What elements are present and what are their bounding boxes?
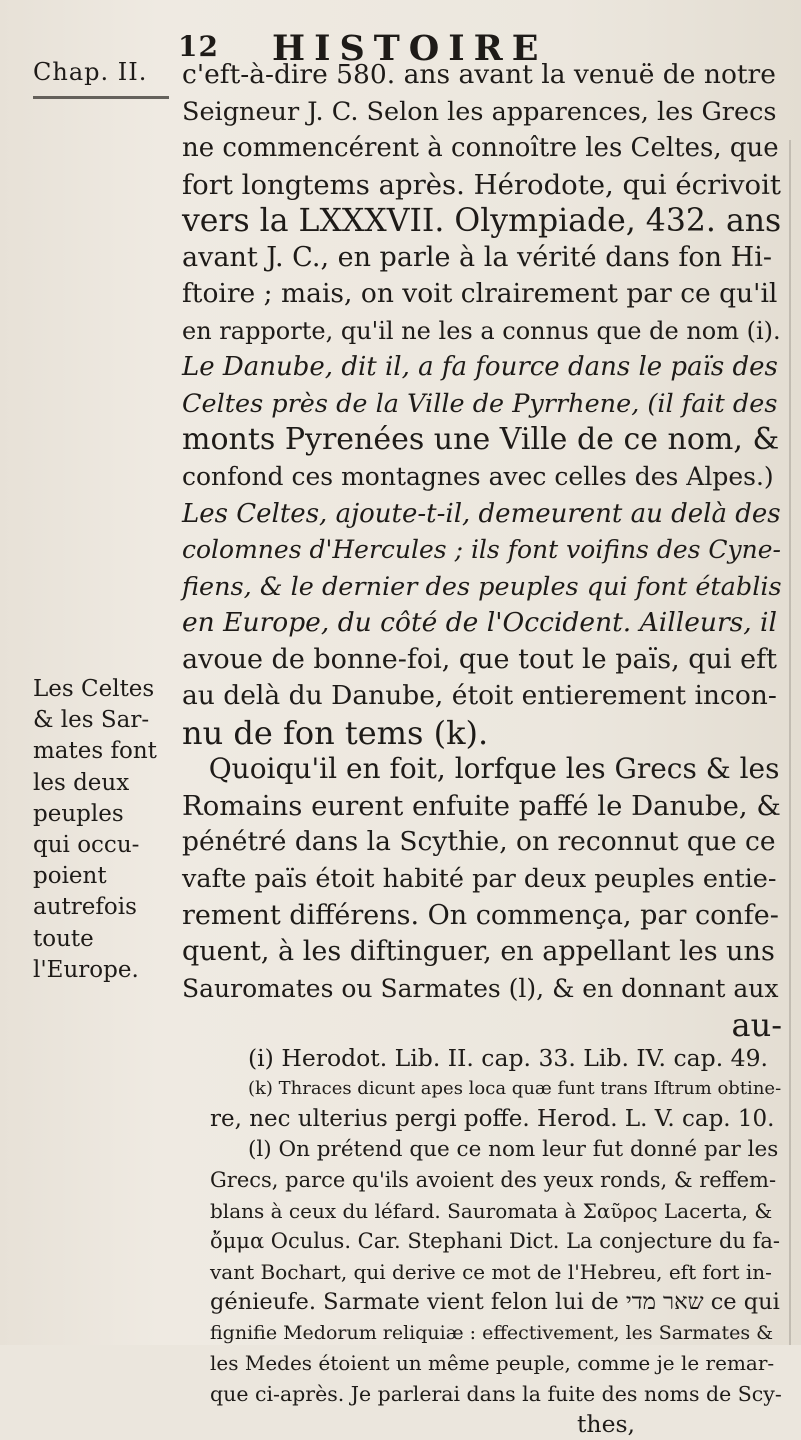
footnote-line: re, nec ulterius pergi poffe. Herod. L. V. cap. 10. (210, 1106, 775, 1132)
body-text-line: ftoire ; mais, on voit clrairement par ce qu'il (182, 278, 778, 310)
page-number: 12 (178, 30, 219, 63)
margin-note-line: mates font (33, 738, 157, 765)
footnote-line: (i) Herodot. Lib. II. cap. 33. Lib. IV. cap. 49. (248, 1044, 769, 1072)
margin-note-line: peuples (33, 800, 124, 827)
body-text-line: Les Celtes, ajoute-t-il, demeurent au delà des (182, 498, 781, 529)
body-text-line: au- (731, 1006, 782, 1045)
running-title: HISTOIRE (272, 28, 548, 69)
margin-note-line: l'Europe. (33, 956, 139, 983)
body-text-line: avoue de bonne-foi, que tout le païs, qui eft (182, 643, 777, 675)
main-text-block (182, 57, 782, 1044)
body-text-line: confond ces montagnes avec celles des Alpes.) (182, 462, 774, 492)
body-text-line: Sauromates ou Sarmates (l), & en donnant aux (182, 973, 779, 1003)
body-text-line: nu de fon tems (k). (182, 713, 489, 752)
margin-note-line: qui occu- (33, 831, 140, 858)
body-text-line: Quoiqu'il en foit, lorfque les Grecs & les (182, 752, 780, 786)
body-text-line: en rapporte, qu'il ne les a connus que de nom (i). (182, 316, 781, 345)
footnote-line: Grecs, parce qu'ils avoient des yeux ronds, & reffem- (210, 1168, 777, 1192)
footnote-line: (l) On prétend que ce nom leur fut donné par les (248, 1136, 779, 1162)
body-text-line: quent, à les diftinguer, en appellant les uns (182, 936, 775, 968)
footnote-line: génieufe. Sarmate vient felon lui de שאר מדי ce qui (210, 1289, 780, 1315)
margin-note (33, 674, 178, 986)
body-text-line: fort longtems après. Hérodote, qui écrivoit (182, 168, 781, 201)
margin-note-line: autrefois (33, 894, 137, 921)
body-text-line: rement différens. On commença, par confe- (182, 899, 779, 931)
chapter-label: Chap. II. (33, 58, 148, 86)
body-text-line: au delà du Danube, étoit entierement incon- (182, 680, 777, 712)
margin-note-line: les deux (33, 769, 130, 796)
page-edge-shadow (789, 140, 791, 1345)
body-text-line: Celtes près de la Ville de Pyrrhene, (il fait des (182, 388, 778, 419)
footnote-line: (k) Thraces dicunt apes loca quæ funt trans Iftrum obtine- (248, 1077, 782, 1099)
margin-note-line: & les Sar- (33, 707, 150, 734)
body-text-line: Seigneur J. C. Selon les apparences, les Grecs (182, 96, 777, 127)
margin-note-line: toute (33, 925, 94, 952)
body-text-line: vers la LXXXVII. Olympiade, 432. ans (182, 203, 782, 240)
body-text-line: colomnes d'Hercules ; ils font voifins des Cyne- (182, 535, 781, 565)
body-text-line: fiens, & le dernier des peuples qui font établis (182, 571, 782, 602)
footnote-line: que ci-après. Je parlerai dans la fuite des noms de Scy- (210, 1381, 782, 1406)
chapter-rule (33, 96, 169, 99)
body-text-line: Le Danube, dit il, a fa fource dans le païs des (182, 352, 778, 383)
body-text-line: avant J. C., en parle à la vérité dans fon Hi- (182, 241, 772, 273)
margin-note-line: poient (33, 863, 107, 890)
footnote-line: vant Bochart, qui derive ce mot de l'Hebreu, eft fort in- (210, 1259, 772, 1284)
body-text-line: monts Pyrenées une Ville de ce nom, & (182, 422, 780, 458)
body-text-line: pénétré dans la Scythie, on reconnut que ce (182, 826, 776, 858)
footnotes-block (210, 1043, 785, 1440)
footnote-line: thes, (576, 1410, 635, 1438)
body-text-line: en Europe, du côté de l'Occident. Ailleurs, il (182, 607, 778, 639)
footnote-line: ὄμμα Oculus. Car. Stephani Dict. La conjecture du fa- (210, 1229, 781, 1253)
body-text-line: vafte païs étoit habité par deux peuples entie- (182, 864, 777, 895)
body-text-line: ne commencérent à connoître les Celtes, que (182, 133, 779, 164)
margin-note-line: Les Celtes (33, 676, 155, 702)
body-text-line: Romains eurent enfuite paffé le Danube, & (182, 789, 781, 822)
footnote-line: blans à ceux du léfard. Sauromata à Σαῦρος Lacerta, & (210, 1198, 773, 1223)
footnote-line: les Medes étoient un même peuple, comme je le remar- (210, 1351, 775, 1375)
body-text-line: c'eft-à-dire 580. ans avant la venuë de notre (182, 59, 776, 90)
footnote-line: fignifie Medorum reliquiæ : effectivement, les Sarmates & (210, 1321, 774, 1344)
